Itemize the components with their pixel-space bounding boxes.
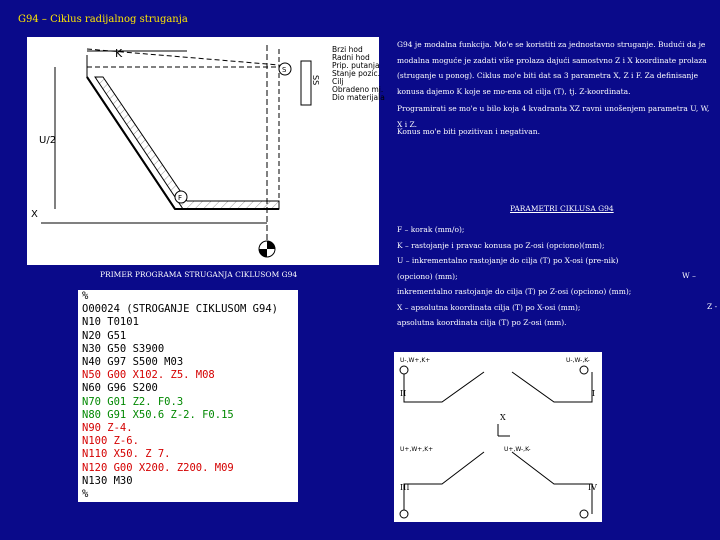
legend-item: Prip. putanja [332,61,380,70]
description-paragraph-1: G94 je modalna funkcija. Mo'e se koristiti za jednostavno struganje. Budući da je modalna moguće je zadati više prolaza dajući samostvno Z i X koordinate prolaza (struganje u ponog). Ciklus mo'e biti dat sa 3 parametra X, Z i F. Za definisanje konusa dajemo K koje se mo-ena od cilja (T), tj. Z-koordinata. [397,40,707,96]
label-x: X [31,209,38,220]
program-line: O00024 (STROGANJE CIKLUSOM G94) [82,303,278,316]
program-line: N50 G00 X102. Z5. M08 [82,369,215,382]
q-sign-bottom-left: U+,W+,K+ [400,446,434,453]
param-line: inkrementalno rastojanje do cilja (T) po Z-osi (opciono) (mm); [397,287,632,296]
param-line: apsolutna koordinata cilja (T) po Z-osi (mm). [397,318,567,327]
params-list [397,222,718,331]
program-listing [78,290,298,502]
label-k: K [115,47,123,60]
quadrant-label-ii: II [400,389,407,398]
hatched-stock [95,77,279,209]
cycle-diagram-svg [27,37,385,265]
label-ss: SS [311,75,320,86]
legend-item: Dio materijala [332,93,385,102]
program-line: N30 G50 S3900 [82,342,165,355]
quadrant-label-iv: IV [588,483,597,492]
program-line: N80 G91 X50.6 Z-2. F0.15 [82,408,234,421]
label-u2: U/2 [39,135,57,146]
param-line: (opciono) (mm); [397,271,458,281]
program-line: % [82,488,89,501]
description-paragraph-2: Programirati se mo'e u bilo koja 4 kvadranta XZ ravni unošenjem parametra U, W, X i Z. [397,104,710,129]
cycle-diagram [27,37,385,265]
label-s: S [282,66,287,74]
param-z-marker: Z - [707,302,718,311]
legend-item: Cilj [332,77,344,86]
quadrant-label-iii: III [400,483,410,492]
diagram-legend [332,45,385,102]
quadrants-svg [394,352,602,522]
program-line: N110 X50. Z 7. [82,448,171,461]
param-line: X – apsolutna koordinata cilja (T) po X-osi (mm); [397,302,581,312]
program-line: N120 G00 X200. Z200. M09 [82,461,234,474]
program-line: N70 G01 Z2. F0.3 [82,395,184,408]
label-f: F [178,194,183,202]
param-line: K – rastojanje i pravac konusa po Z-osi (opciono)(mm); [397,240,605,250]
q-sign-top-right: U-,W-,K- [566,357,590,364]
description-paragraph-3: Konus mo'e biti pozitivan i negativan. [397,127,540,136]
slide-title: G94 – Ciklus radijalnog struganja [18,14,188,25]
axis-x-label: X [500,413,506,422]
legend-item: Brzi hod [332,45,363,54]
program-caption: PRIMER PROGRAMA STRUGANJA CIKLUSOM G94 [100,270,298,279]
param-line: U – inkrementalno rastojanje do cilja (T) po X-osi (pre-nik) [397,256,619,265]
param-line: F – korak (mm/o); [397,225,465,234]
legend-item: Stanje pozic. [332,69,381,78]
program-line: N100 Z-6. [82,435,139,448]
q-sign-top-left: U-,W+,K+ [400,357,431,364]
program-line: N60 G96 S200 [82,382,158,395]
legend-item: Obradeno mj. [332,85,384,94]
q-sign-bottom-right: U+,W-,K- [504,446,531,453]
quadrants-diagram [394,352,602,522]
program-line: % [82,290,89,302]
program-line: N20 G51 [82,329,127,342]
legend-item: Radni hod [332,53,370,62]
program-line: N130 M30 [82,474,133,487]
program-line: N90 Z-4. [82,422,133,435]
params-title: PARAMETRI CIKLUSA G94 [510,204,614,213]
program-line: N40 G97 S500 M03 [82,356,184,369]
param-w-marker: W – [682,271,696,280]
quadrant-label-i: I [592,389,596,398]
program-line: N10 T0101 [82,316,139,329]
